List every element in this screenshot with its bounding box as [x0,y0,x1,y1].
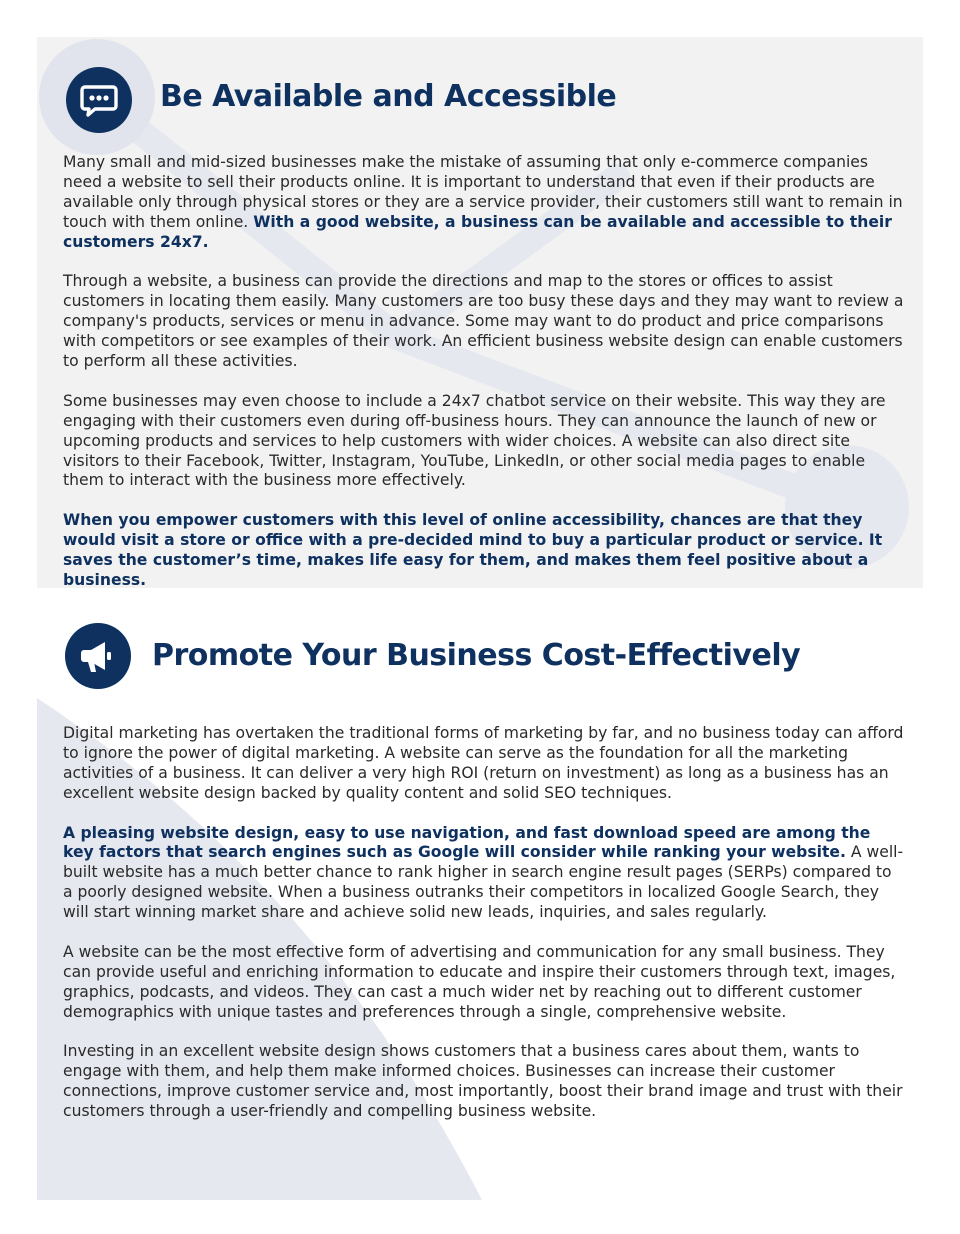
highlight-paragraph: When you empower customers with this level of online accessibility, chances are that they would visit a store or office with a pre-decided mind to buy a particular product or service. It saves the customer’s time, makes life easy for them, and makes them feel positive about a business. [63,511,883,589]
paragraph [63,153,905,253]
megaphone-icon [77,635,119,677]
section-title-promote: Promote Your Business Cost-Effectively [152,638,801,673]
paragraph-text: Many small and mid-sized businesses make the mistake of assuming that only e-commerce companies need a website to sell their products online. It is important to understand that even if their products are available only through physical stores or they are a service provider, their customers still want to remain in touch with them online. [63,153,903,231]
paragraph: Some businesses may even choose to include a 24x7 chatbot service on their website. This way they are engaging with their customers even during off-business hours. They can announce the launch of new or upcoming products and services to help customers with wider choices. A website can also direct site visitors to their Facebook, Twitter, Instagram, YouTube, LinkedIn, or other social media pages to enable them to interact with the business more effectively. [63,391,886,490]
paragraph [63,824,905,924]
paragraph-text: A well-built website has a much better chance to rank higher in search engine result pages (SERPs) compared to a poorly designed website. When a business outranks their competitors in localized Google Search, they will start winning market share and achieve solid new leads, inquiries, and sales regularly. [63,843,904,922]
section1-body [63,153,905,611]
paragraph: Investing in an excellent website design shows customers that a business cares about them, wants to engage with them, and help them make informed choices. Businesses can increase their customer connections, improve customer service and, most importantly, boost their brand image and trust with their customers through a user-friendly and compelling business website. [63,1042,903,1121]
highlight-text: A pleasing website design, easy to use navigation, and fast download speed are among the key factors that search engines such as Google will consider while ranking your website. [63,823,871,862]
highlight-text: With a good website, a business can be available and accessible to their customers 24x7. [63,212,892,251]
megaphone-icon-badge [65,623,131,689]
chat-icon-badge [66,67,132,133]
paragraph: Digital marketing has overtaken the traditional forms of marketing by far, and no business today can afford to ignore the power of digital marketing. A website can serve as the foundation for all the marketing activities of a business. It can deliver a very high ROI (return on investment) as long as a business has an excellent website design backed by quality content and solid SEO techniques. [63,724,904,802]
paragraph: Through a website, a business can provide the directions and map to the stores or offices to assist customers in locating them easily. Many customers are too busy these days and they may want to review a company's products, services or menu in advance. Some may want to do product and price comparisons with competitors or see examples of their work. An efficient business website design can enable customers to perform all these activities. [63,272,904,371]
section2-body [63,724,905,1142]
paragraph: A website can be the most effective form of advertising and communication for any small business. They can provide useful and enriching information to educate and inspire their customers through text, images, graphics, podcasts, and videos. They can cast a much wider net by reaching out to different customer demographics with unique tastes and preferences through a single, comprehensive website. [63,942,896,1021]
section-title-available: Be Available and Accessible [160,79,617,114]
chat-bubble-icon [79,80,119,120]
